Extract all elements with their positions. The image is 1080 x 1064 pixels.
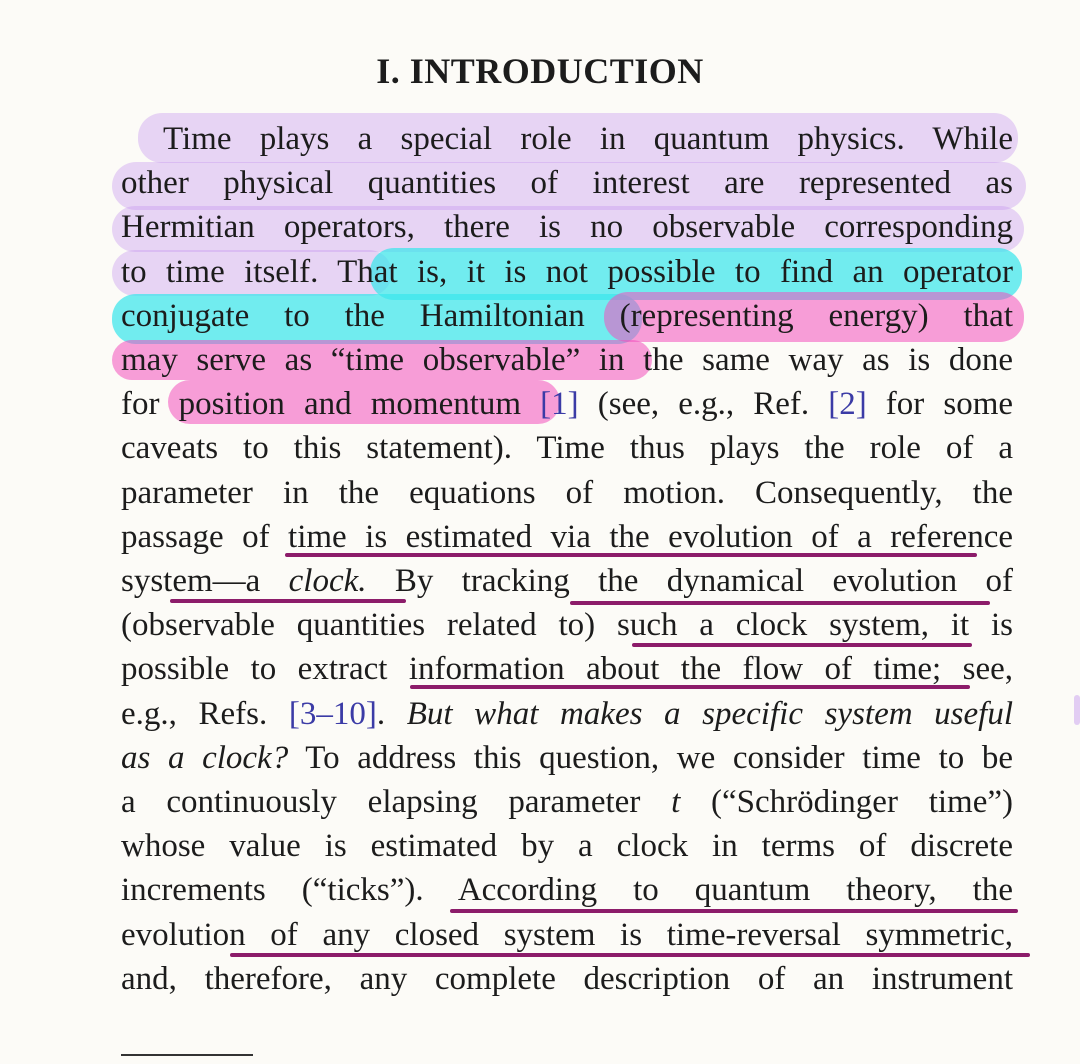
line-text: Hermitian operators, there is no observable corresponding: [121, 209, 1013, 246]
line-text: (see, e.g., Ref.: [578, 386, 829, 423]
paragraph-line: [121, 161, 1013, 205]
paragraph-line: [121, 471, 1013, 515]
line-text: a continuously elapsing parameter: [121, 784, 672, 820]
paragraph-line: [121, 559, 1013, 603]
italic-text: clock.: [288, 563, 367, 599]
line-text: Time plays a special role in quantum physics. While: [163, 121, 1013, 157]
paragraph-line: [121, 736, 1013, 780]
line-text: may serve as “time observable” in the same way as is done: [121, 342, 1013, 378]
paragraph-line: [121, 426, 1013, 470]
paragraph-line: [121, 338, 1013, 382]
italic-text: as a clock?: [121, 739, 289, 776]
line-text: .: [376, 695, 407, 732]
citation-link[interactable]: [3–10]: [288, 695, 377, 732]
line-text: e.g., Refs.: [121, 695, 289, 732]
line-text: possible to extract information about the flow of time; see,: [121, 651, 1013, 688]
line-text: (“Schrödinger time”): [680, 784, 1013, 820]
paragraph-line: [121, 205, 1013, 249]
paragraph-line: [121, 913, 1013, 957]
italic-text: t: [671, 784, 681, 820]
line-text: evolution of any closed system is time-reversal symmetric,: [121, 916, 1013, 953]
line-text: for position and momentum: [121, 386, 541, 423]
line-text: To address this question, we consider time to be: [288, 739, 1013, 776]
footnote-rule: [121, 1054, 253, 1056]
paragraph-line: [121, 824, 1013, 868]
line-text: By tracking the dynamical evolution of: [366, 563, 1013, 599]
paragraph-line: [121, 250, 1013, 294]
margin-highlight-mark: [1074, 695, 1080, 725]
paragraph-line: [121, 603, 1013, 647]
paragraph-line: [121, 647, 1013, 691]
line-text: whose value is estimated by a clock in terms of discrete: [121, 828, 1013, 865]
line-text: conjugate to the Hamiltonian (representing energy) that: [121, 297, 1013, 334]
line-text: (observable quantities related to) such a clock system, it is: [121, 607, 1013, 644]
line-text: to time itself. That is, it is not possible to find an operator: [121, 253, 1013, 290]
line-text: caveats to this statement). Time thus plays the role of a: [121, 430, 1013, 467]
line-text: other physical quantities of interest are represented as: [121, 165, 1013, 202]
line-text: for some: [866, 386, 1014, 423]
paragraph-line: [121, 515, 1013, 559]
line-text: passage of time is estimated via the evolution of a reference: [121, 518, 1013, 555]
paragraph-line: [121, 780, 1013, 824]
section-heading: I. INTRODUCTION: [376, 51, 704, 91]
citation-link[interactable]: [1]: [540, 386, 579, 423]
line-text: parameter in the equations of motion. Consequently, the: [121, 474, 1013, 511]
paragraph-line: [121, 868, 1013, 912]
italic-text: But what makes a specific system useful: [406, 695, 1013, 732]
citation-link[interactable]: [2]: [828, 386, 867, 423]
paragraph-line: [121, 957, 1013, 1001]
paragraph-line: [121, 692, 1013, 736]
line-text: increments (“ticks”). According to quantum theory, the: [121, 872, 1013, 909]
paragraph-line: [121, 382, 1013, 426]
paragraph-line: [121, 294, 1013, 338]
line-text: and, therefore, any complete description of an instrument: [121, 960, 1013, 997]
line-text: system—a: [121, 563, 289, 599]
paragraph-line: [163, 117, 1013, 161]
